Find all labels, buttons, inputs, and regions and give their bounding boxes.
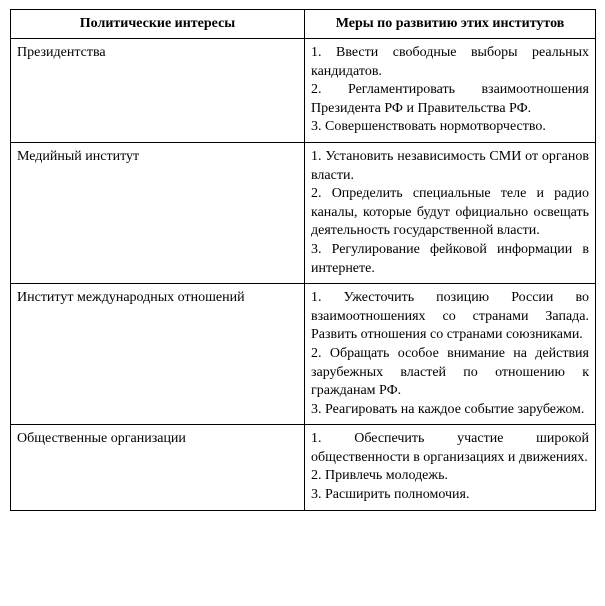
measure-item: 2. Регламентировать взаимоотношения Президента РФ и Правительства РФ.: [311, 82, 589, 116]
table-row: [11, 142, 596, 283]
measure-item: 1. Ужесточить позицию России во взаимоотношениях со странами Запада. Развить отношения со странами союзниками.: [311, 290, 589, 343]
institute-cell: Президентства: [11, 39, 305, 143]
header-political-interests: Политические интересы: [11, 10, 305, 39]
measure-item: 2. Привлечь молодежь.: [311, 468, 448, 484]
measure-item: 1. Обеспечить участие широкой общественности в организациях и движениях.: [311, 431, 589, 465]
measures-cell: [305, 39, 596, 143]
institute-cell: Общественные организации: [11, 425, 305, 510]
table-row: [11, 39, 596, 143]
measures-cell: [305, 142, 596, 283]
measure-item: 3. Расширить полномочия.: [311, 487, 470, 503]
institute-cell: Медийный институт: [11, 142, 305, 283]
measures-cell: [305, 425, 596, 510]
institute-cell: Институт международных отношений: [11, 284, 305, 425]
measure-item: 3. Совершенствовать нормотворчество.: [311, 119, 546, 135]
measure-item: 3. Реагировать на каждое событие зарубежом.: [311, 401, 585, 417]
measure-item: 1. Установить независимость СМИ от органов власти.: [311, 148, 589, 183]
measure-item: 2. Обращать особое внимание на действия зарубежных властей по отношению к гражданам РФ.: [311, 345, 589, 399]
header-development-measures: Меры по развитию этих институтов: [305, 10, 596, 39]
measure-item: 3. Регулирование фейковой информации в интернете.: [311, 241, 589, 276]
table-row: [11, 425, 596, 510]
measure-item: 1. Ввести свободные выборы реальных кандидатов.: [311, 45, 589, 79]
table-header-row: [11, 10, 596, 39]
table-row: [11, 284, 596, 425]
measure-item: 2. Определить специальные теле и радио каналы, которые будут официально освещать деятельность государственной власти.: [311, 186, 589, 239]
measures-cell: [305, 284, 596, 425]
institutes-table: [10, 9, 596, 511]
